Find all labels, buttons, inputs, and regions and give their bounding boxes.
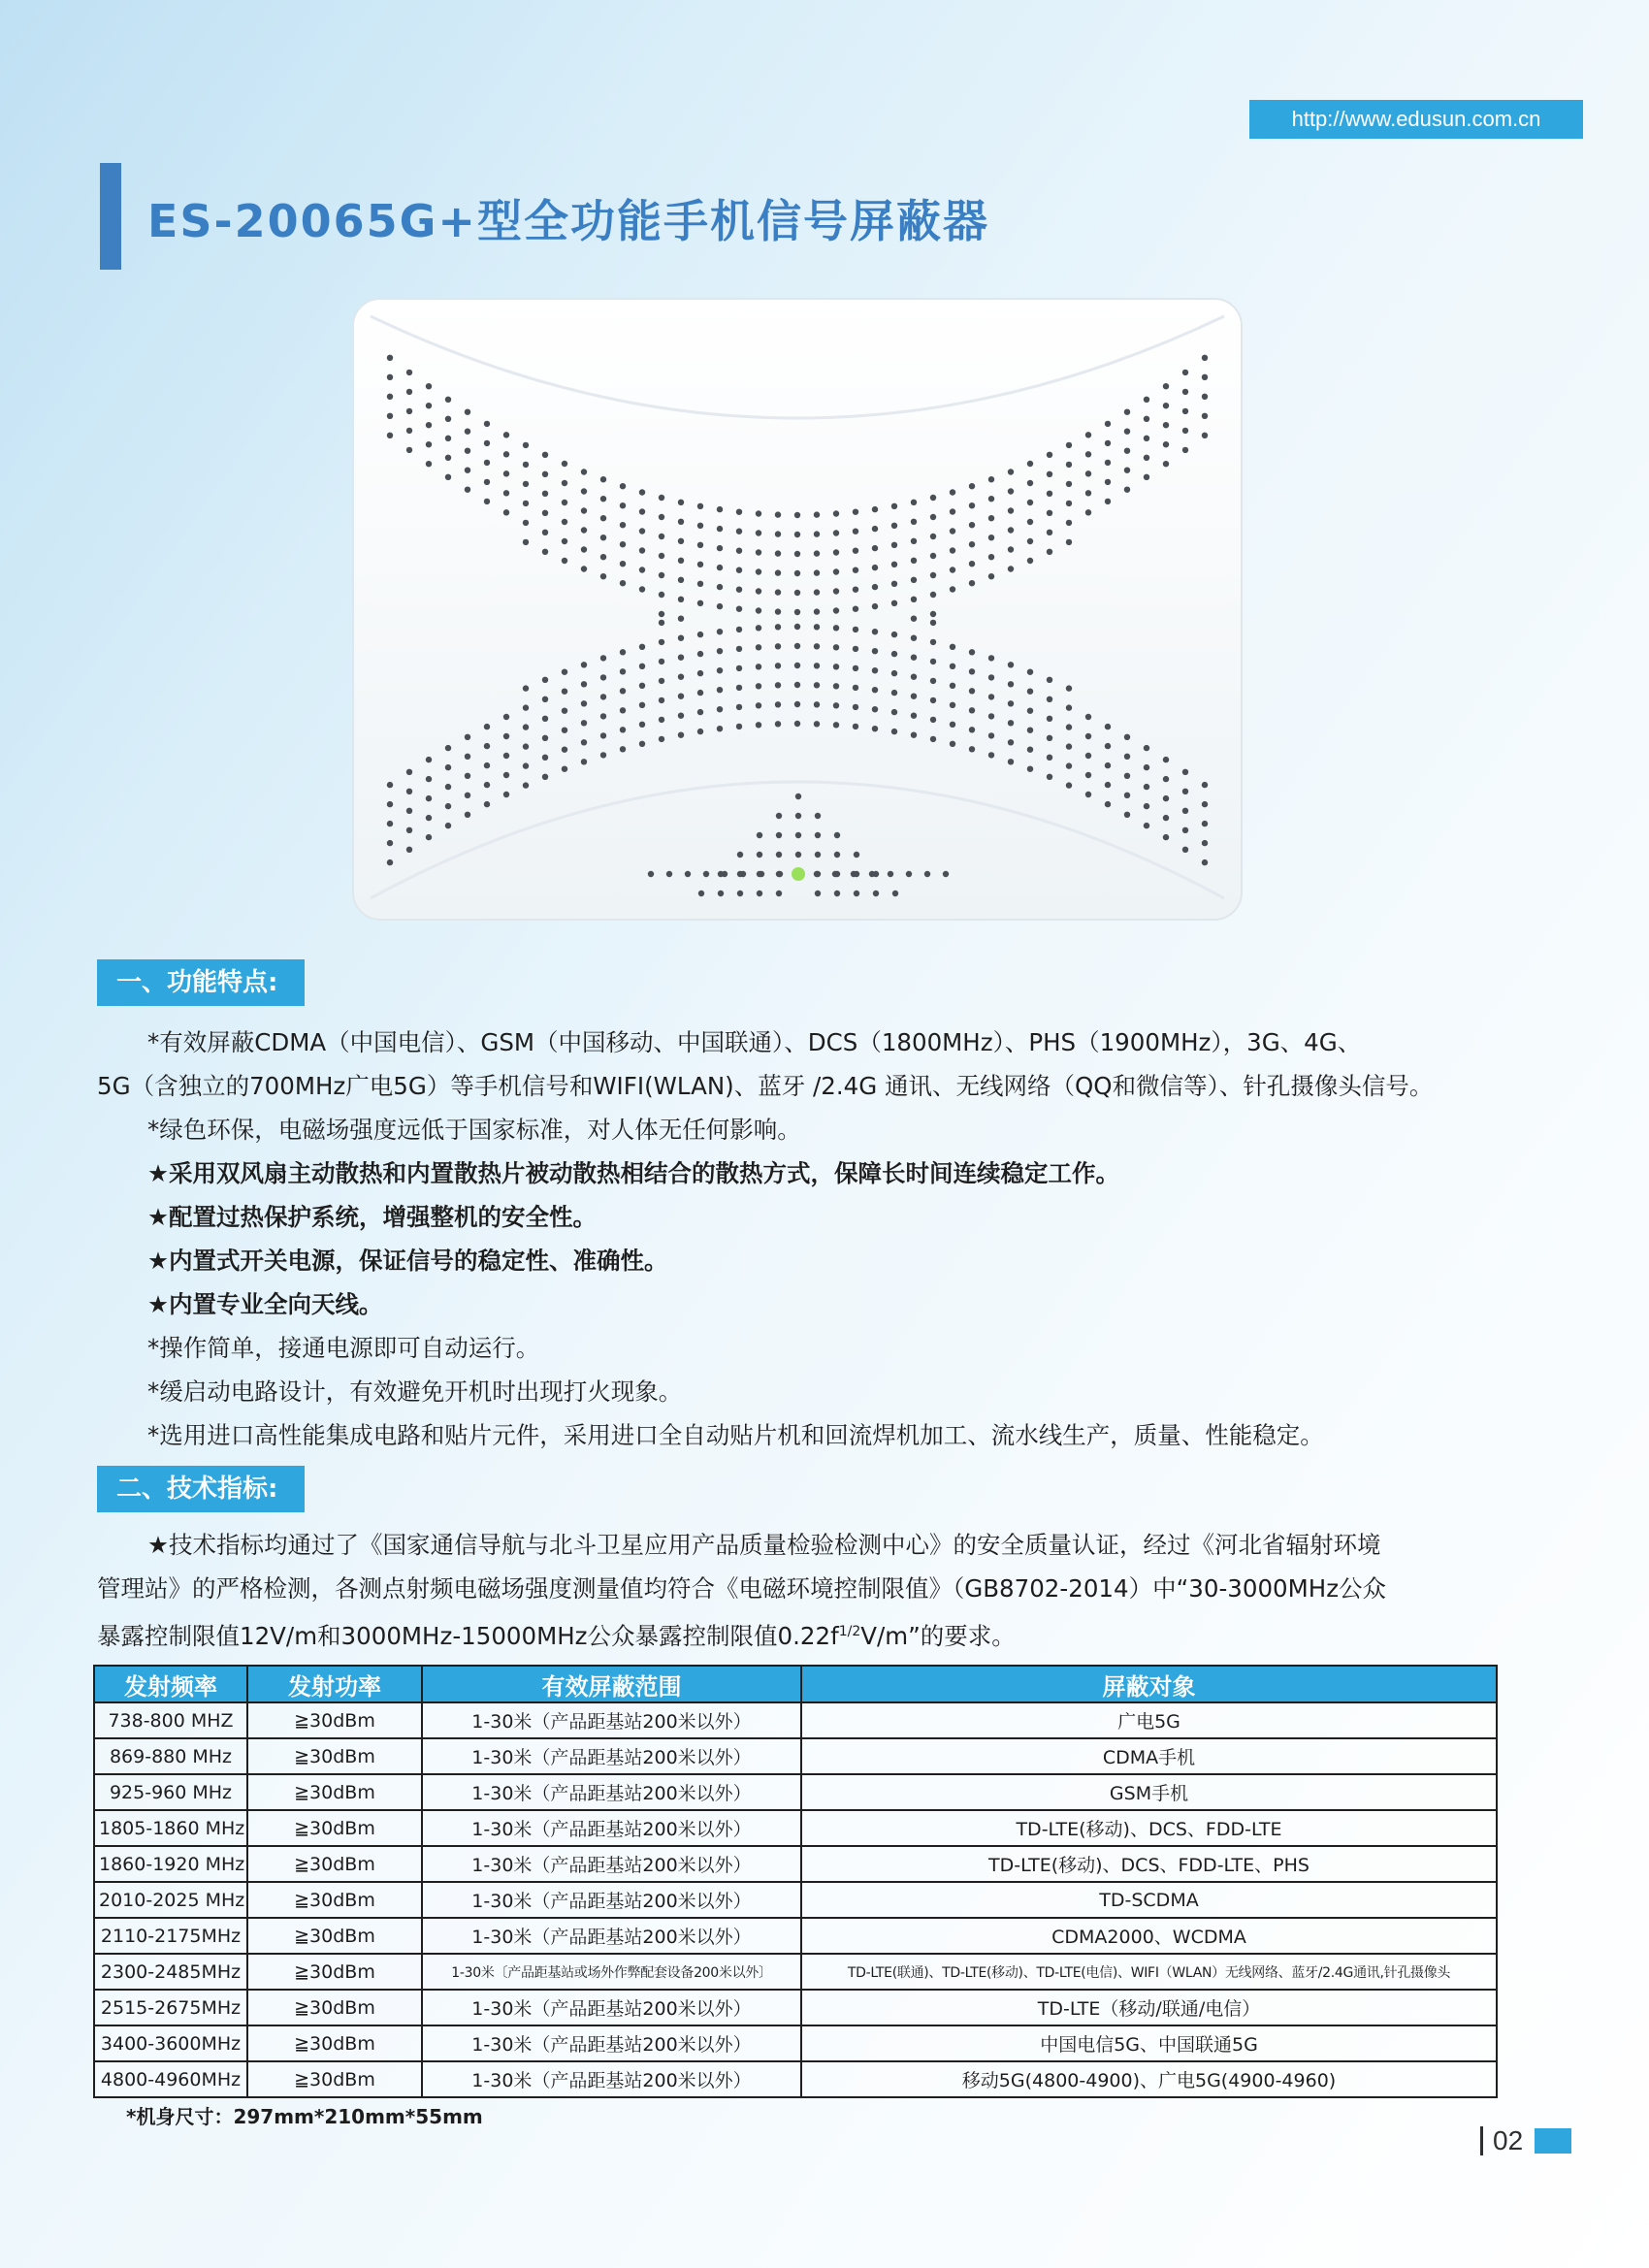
features-heading: 一、功能特点:: [97, 959, 305, 1006]
table-cell: ≧30dBm: [247, 1846, 422, 1882]
table-cell: 1-30米（产品距基站200米以外）: [422, 1846, 801, 1882]
table-cell: ≧30dBm: [247, 1990, 422, 2025]
table-cell: 3400-3600MHz: [94, 2025, 247, 2061]
table-cell: 2110-2175MHz: [94, 1918, 247, 1954]
table-cell: TD-LTE(移动)、DCS、FDD-LTE、PHS: [801, 1846, 1497, 1882]
table-cell: ≧30dBm: [247, 1774, 422, 1810]
table-cell: 1-30米〔产品距基站或场外作弊配套设备200米以外〕: [422, 1954, 801, 1990]
intro-line: ★技术指标均通过了《国家通信导航与北斗卫星应用产品质量检验检测中心》的安全质量认证，经过《河北省辐射环境: [147, 1531, 1381, 1559]
table-cell: ≧30dBm: [247, 1810, 422, 1846]
column-header: 发射功率: [247, 1666, 422, 1702]
table-cell: ≧30dBm: [247, 1882, 422, 1918]
table-cell: 1-30米（产品距基站200米以外）: [422, 1738, 801, 1774]
table-cell: 1-30米（产品距基站200米以外）: [422, 1702, 801, 1738]
feature-line: ★配置过热保护系统，增强整机的安全性。: [147, 1203, 597, 1231]
table-row: [94, 1738, 1497, 1774]
table-cell: TD-LTE（移动/联通/电信）: [801, 1990, 1497, 2025]
table-row: [94, 1810, 1497, 1846]
table-cell: 738-800 MHZ: [94, 1702, 247, 1738]
table-cell: 4800-4960MHz: [94, 2061, 247, 2097]
feature-line: *操作简单，接通电源即可自动运行。: [147, 1334, 540, 1362]
table-cell: 1805-1860 MHz: [94, 1810, 247, 1846]
feature-line: *绿色环保，电磁场强度远低于国家标准，对人体无任何影响。: [147, 1116, 801, 1144]
table-row: [94, 1990, 1497, 2025]
column-header: 发射频率: [94, 1666, 247, 1702]
table-cell: 1-30米（产品距基站200米以外）: [422, 1990, 801, 2025]
table-header-row: [94, 1666, 1497, 1702]
table-cell: 广电5G: [801, 1702, 1497, 1738]
table-cell: 1-30米（产品距基站200米以外）: [422, 1882, 801, 1918]
feature-line: 5G（含独立的700MHz广电5G）等手机信号和WIFI(WLAN)、蓝牙 /2.4G 通讯、无线网络（QQ和微信等）、针孔摄像头信号。: [97, 1072, 1434, 1100]
table-cell: 925-960 MHz: [94, 1774, 247, 1810]
table-cell: ≧30dBm: [247, 1702, 422, 1738]
page-number: 02: [1480, 2126, 1523, 2155]
table-cell: 2010-2025 MHz: [94, 1882, 247, 1918]
feature-line: ★内置专业全向天线。: [147, 1290, 383, 1318]
table-cell: 2515-2675MHz: [94, 1990, 247, 2025]
feature-line: *缓启动电路设计，有效避免开机时出现打火现象。: [147, 1377, 683, 1406]
feature-line: *有效屏蔽CDMA（中国电信）、GSM（中国移动、中国联通）、DCS（1800MHz）、PHS（1900MHz），3G、4G、: [147, 1028, 1362, 1056]
column-header: 屏蔽对象: [801, 1666, 1497, 1702]
page-title: ES-20065G+型全功能手机信号屏蔽器: [147, 195, 989, 247]
table-cell: 1-30米（产品距基站200米以外）: [422, 1918, 801, 1954]
table-row: [94, 1774, 1497, 1810]
table-cell: GSM手机: [801, 1774, 1497, 1810]
dimensions-note: *机身尺寸：297mm*210mm*55mm: [126, 2105, 483, 2128]
table-row: [94, 1882, 1497, 1918]
table-cell: 2300-2485MHz: [94, 1954, 247, 1990]
table-cell: 移动5G(4800-4900)、广电5G(4900-4960): [801, 2061, 1497, 2097]
table-cell: ≧30dBm: [247, 1918, 422, 1954]
table-cell: ≧30dBm: [247, 2025, 422, 2061]
table-cell: CDMA手机: [801, 1738, 1497, 1774]
page-number-block: [1535, 2128, 1571, 2154]
intro-line: 管理站》的严格检测，各测点射频电磁场强度测量值均符合《电磁环境控制限值》（GB8702-2014）中“30-3000MHz公众: [97, 1574, 1387, 1603]
title-accent-bar: [100, 163, 121, 270]
features-list: [97, 1021, 1504, 1457]
table-cell: 1-30米（产品距基站200米以外）: [422, 1810, 801, 1846]
table-cell: ≧30dBm: [247, 1738, 422, 1774]
table-row: [94, 2061, 1497, 2097]
table-cell: 1-30米（产品距基站200米以外）: [422, 1774, 801, 1810]
table-cell: ≧30dBm: [247, 1954, 422, 1990]
website-url: http://www.edusun.com.cn: [1249, 100, 1583, 139]
table-cell: 1-30米（产品距基站200米以外）: [422, 2025, 801, 2061]
table-row: [94, 2025, 1497, 2061]
intro-line: 暴露控制限值12V/m和3000MHz-15000MHz公众暴露控制限值$0.22f^{1/2}V/m$”的要求。: [97, 1622, 1016, 1651]
table-cell: 1-30米（产品距基站200米以外）: [422, 2061, 801, 2097]
spec-table: [93, 1665, 1498, 2098]
table-row: [94, 1846, 1497, 1882]
feature-line: *选用进口高性能集成电路和贴片元件，采用进口全自动贴片机和回流焊机加工、流水线生产，质量、性能稳定。: [147, 1421, 1324, 1449]
device-photo: [351, 297, 1244, 922]
feature-line: ★采用双风扇主动散热和内置散热片被动散热相结合的散热方式，保障长时间连续稳定工作。: [147, 1159, 1119, 1187]
table-cell: TD-SCDMA: [801, 1882, 1497, 1918]
table-row: [94, 1954, 1497, 1990]
table-row: [94, 1918, 1497, 1954]
feature-line: ★内置式开关电源，保证信号的稳定性、准确性。: [147, 1247, 668, 1275]
table-row: [94, 1702, 1497, 1738]
column-header: 有效屏蔽范围: [422, 1666, 801, 1702]
table-cell: ≧30dBm: [247, 2061, 422, 2097]
table-cell: 1860-1920 MHz: [94, 1846, 247, 1882]
specs-intro: [97, 1523, 1504, 1658]
table-cell: CDMA2000、WCDMA: [801, 1918, 1497, 1954]
specs-heading: 二、技术指标:: [97, 1466, 305, 1512]
table-cell: 中国电信5G、中国联通5G: [801, 2025, 1497, 2061]
table-cell: TD-LTE(联通)、TD-LTE(移动)、TD-LTE(电信)、WIFI（WLAN）无线网络、蓝牙/2.4G通讯,针孔摄像头: [801, 1954, 1497, 1990]
table-cell: 869-880 MHz: [94, 1738, 247, 1774]
table-cell: TD-LTE(移动)、DCS、FDD-LTE: [801, 1810, 1497, 1846]
